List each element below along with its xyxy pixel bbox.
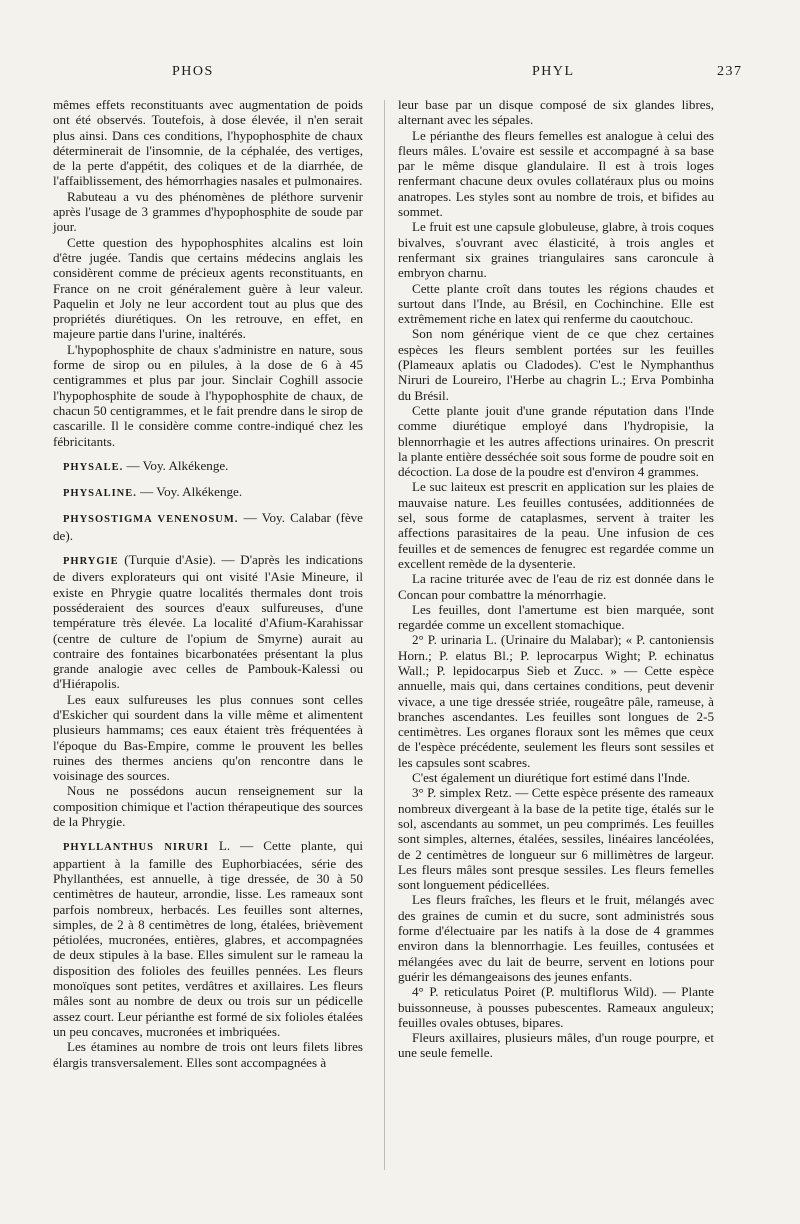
headword: PHYSALINE. — [63, 488, 137, 500]
paragraph: 2° P. urinaria L. (Urinaire du Malabar); « P. cantoniensis Horn.; P. elatus Bl.; P. leprocarpus Wight; P. echinatus Wall.; P. lepidocarpus Sieb et Zucc. » — Cette espèce annuelle, mais qui, dans certaines conditions, peut devenir vivace, a une tige dressée striée, rougeâtre pâle, rameuse, à branches ascendantes. Les feuilles sont longues de 2-5 centimètres. Les organes floraux sont les mêmes que ceux de l'espèce précédente, seulement les fleurs sont sessiles et les capsules sont scabres. — [398, 632, 714, 770]
entry-physaline — [53, 484, 363, 501]
paragraph: Les fleurs fraîches, les fleurs et le fruit, mélangés avec des graines de cumin et du sucre, sont administrés sous forme d'électuaire par les natifs à la dose de 4 grammes environ dans la blennorrhagie. Les feuilles, contusées et mélangées avec du lait de beurre, servent en lotions pour guérir les démangeaisons des jeunes enfants. — [398, 892, 714, 984]
paragraph: Fleurs axillaires, plusieurs mâles, d'un rouge pourpre, et une seule femelle. — [398, 1030, 714, 1061]
right-column — [398, 97, 714, 1061]
headword: PHYSOSTIGMA VENENOSUM. — [63, 514, 239, 526]
paragraph: Le suc laiteux est prescrit en application sur les plaies de mauvaise nature. Les feuilles contusées, additionnées de sel, sous forme de cataplasmes, servent à traiter les affections parasitaires de la peau. Une infusion de ces feuilles et de semences de fenugrec est regardée comme un excellent remède de la dysenterie. — [398, 479, 714, 571]
paragraph: Cette question des hypophosphites alcalins est loin d'être jugée. Tandis que certains médecins anglais les considèrent comme de précieux agents reconstituants, en France on ne croit généralement guère à leur valeur. Paquelin et Joly ne leur accordent tout au plus que des propriétés diurétiques. On les retrouve, en effet, en majeure partie dans l'urine, inaltérés. — [53, 234, 363, 342]
cross-reference: — Voy. Alkékenge. — [140, 484, 243, 500]
paragraph: Rabuteau a vu des phénomènes de pléthore survenir après l'usage de 3 grammes d'hypophosphite de soude par jour. — [53, 188, 363, 235]
running-head-right: PHYL — [532, 64, 575, 79]
paragraph: Les feuilles, dont l'amertume est bien marquée, sont regardée comme un excellent stomachique. — [398, 601, 714, 633]
paragraph: 3° P. simplex Retz. — Cette espèce présente des rameaux nombreux divergeant à la base de la petite tige, étalés sur le sol, ascendants au sommet, un peu comprimés. Les feuilles sont simples, alternes, étalées, sessiles, linéaires lancéolées, de 2 centimètres de longueur sur 6 millimètres de largeur. Les fleurs mâles sont presque sessiles. Les fleurs femelles sont longuement pédicellées. — [398, 785, 714, 893]
entry-text: (Turquie d'Asie). — D'après les indications de divers explorateurs qui ont visité l'Asie Mineure, il existe en Phrygie quatre localités thermales dont trois posséderaient des sources d'eaux sulfureuses, d'une température très élevée. La localité d'Afium-Karahissar (centre de culture de l'opium de Smyrne) aurait au contraire des fontaines bicarbonatées présentant la plus grande analogie avec celles de Pambouk-Kalessi ou d'Hiérapolis. — [53, 552, 363, 692]
paragraph: leur base par un disque composé de six glandes libres, alternant avec les sépales. — [398, 97, 714, 128]
paragraph: Le fruit est une capsule globuleuse, glabre, à trois coques bivalves, s'ouvrant avec élasticité, à trois angles et renfermant six graines triangulaires sans caroncule à embryon charnu. — [398, 219, 714, 281]
headword: PHRYGIE — [63, 556, 119, 568]
cross-reference: — Voy. Alkékenge. — [126, 457, 229, 473]
paragraph: Le périanthe des fleurs femelles est analogue à celui des fleurs mâles. L'ovaire est sessile et accompagné à sa base par le même disque glandulaire. Il est à trois loges renfermant chacune deux ovules collatéraux plus ou moins anatropes. Les styles sont au nombre de trois, et bifides au sommet. — [398, 127, 714, 220]
paragraph: La racine triturée avec de l'eau de riz est donnée dans le Concan pour combattre la ménorrhagie. — [398, 571, 714, 602]
entry-physale — [53, 458, 363, 475]
entry-physostigma — [53, 510, 363, 543]
paragraph: L'hypophosphite de chaux s'administre en nature, sous forme de sirop ou en pilules, à la dose de 6 à 45 centigrammes et plus par jour. Sinclair Coghill associe l'hypophosphite de soude à l'hypophosphite de chaux, de chacun 50 centigrammes, et le fait prendre dans le sirop de cascarille. Il le considère comme contre-indiqué chez les fébricitants. — [53, 341, 363, 449]
paragraph: Nous ne possédons aucun renseignement sur la composition chimique et l'action thérapeutique des sources de la Phrygie. — [53, 783, 363, 830]
paragraph: Cette plante croît dans toutes les régions chaudes et surtout dans l'Inde, au Brésil, en Cochinchine. Elle est extrêmement riche en latex qui renferme du caoutchouc. — [398, 280, 714, 327]
entry-phyllanthus — [53, 838, 363, 1039]
paragraph: mêmes effets reconstituants avec augmentation de poids ont été observés. Toutefois, à dose élevée, il n'en serait plus ainsi. Dans ces conditions, l'hypophosphite de chaux déterminerait de l'insomnie, de la céphalée, des vertiges, de la perte d'appétit, des coliques et de la diarrhée, de l'affaiblissement, des hémorrhagies nasales et pulmonaires. — [53, 97, 363, 189]
running-head-left: PHOS — [172, 64, 214, 79]
cross-reference: — Voy. Calabar (fève de). — [53, 510, 363, 543]
page-number: 237 — [717, 64, 743, 79]
paragraph: C'est également un diurétique fort estimé dans l'Inde. — [412, 770, 691, 786]
headword: PHYLLANTHUS NIRURI — [63, 842, 209, 854]
entry-phrygie — [53, 552, 363, 692]
paragraph: 4° P. reticulatus Poiret (P. multiflorus Wild). — Plante buissonneuse, à pousses pubescentes. Rameaux anguleux; feuilles ovales obtuses, bipares. — [398, 984, 714, 1030]
column-divider — [384, 100, 385, 1170]
paragraph: Les eaux sulfureuses les plus connues sont celles d'Eskicher qui sourdent dans la ville même et alimentent plusieurs hammams; ces eaux étaient très fréquentées à l'époque du Bas-Empire, comme le prouvent les belles ruines des thermes anciens qu'on rencontre dans le voisinage des sources. — [53, 691, 363, 784]
left-column — [53, 97, 363, 1070]
paragraph: Son nom générique vient de ce que chez certaines espèces les fleurs semblent portées sur les feuilles (Plameaux aplatis ou Cladodes). C'est le Nymphanthus Niruri de Loureiro, l'Herbe au chagrin L.; Erva Pombinha du Brésil. — [398, 326, 714, 403]
paragraph: Les étamines au nombre de trois ont leurs filets libres élargis transversalement. Elles sont accompagnées à — [53, 1039, 363, 1070]
headword: PHYSALE. — [63, 461, 124, 473]
paragraph: Cette plante jouit d'une grande réputation dans l'Inde comme diurétique employé dans l'hydropisie, la blennorrhagie et les autres affections urinaires. On prescrit la plante entière desséchée soit sous forme de poudre soit en décoction. La dose de la poudre est d'environ 4 grammes. — [398, 402, 714, 480]
entry-text: L. — Cette plante, qui appartient à la famille des Euphorbiacées, série des Phyllanthées, est annuelle, à tige dressée, de 30 à 50 centimètres de hauteur, arrondie, lisse. Les rameaux sont parfois nombreux, herbacés. Les feuilles sont alternes, simples, de 2 à 8 centimètres de long, étalées, brièvement pétiolées, mucronées, entières, glabres, et accompagnées de deux stipules à la base. Elles simulent sur le rameau la disposition des folioles des feuilles pennées. Les fleurs monoïques sont petites, verdâtres et axillaires. Les fleurs mâles sont au nombre de deux ou trois sur un pédicelle assez court. Leur périanthe est formé de six folioles étalées un peu concaves, mucronées et imbriquées. — [53, 838, 364, 1039]
